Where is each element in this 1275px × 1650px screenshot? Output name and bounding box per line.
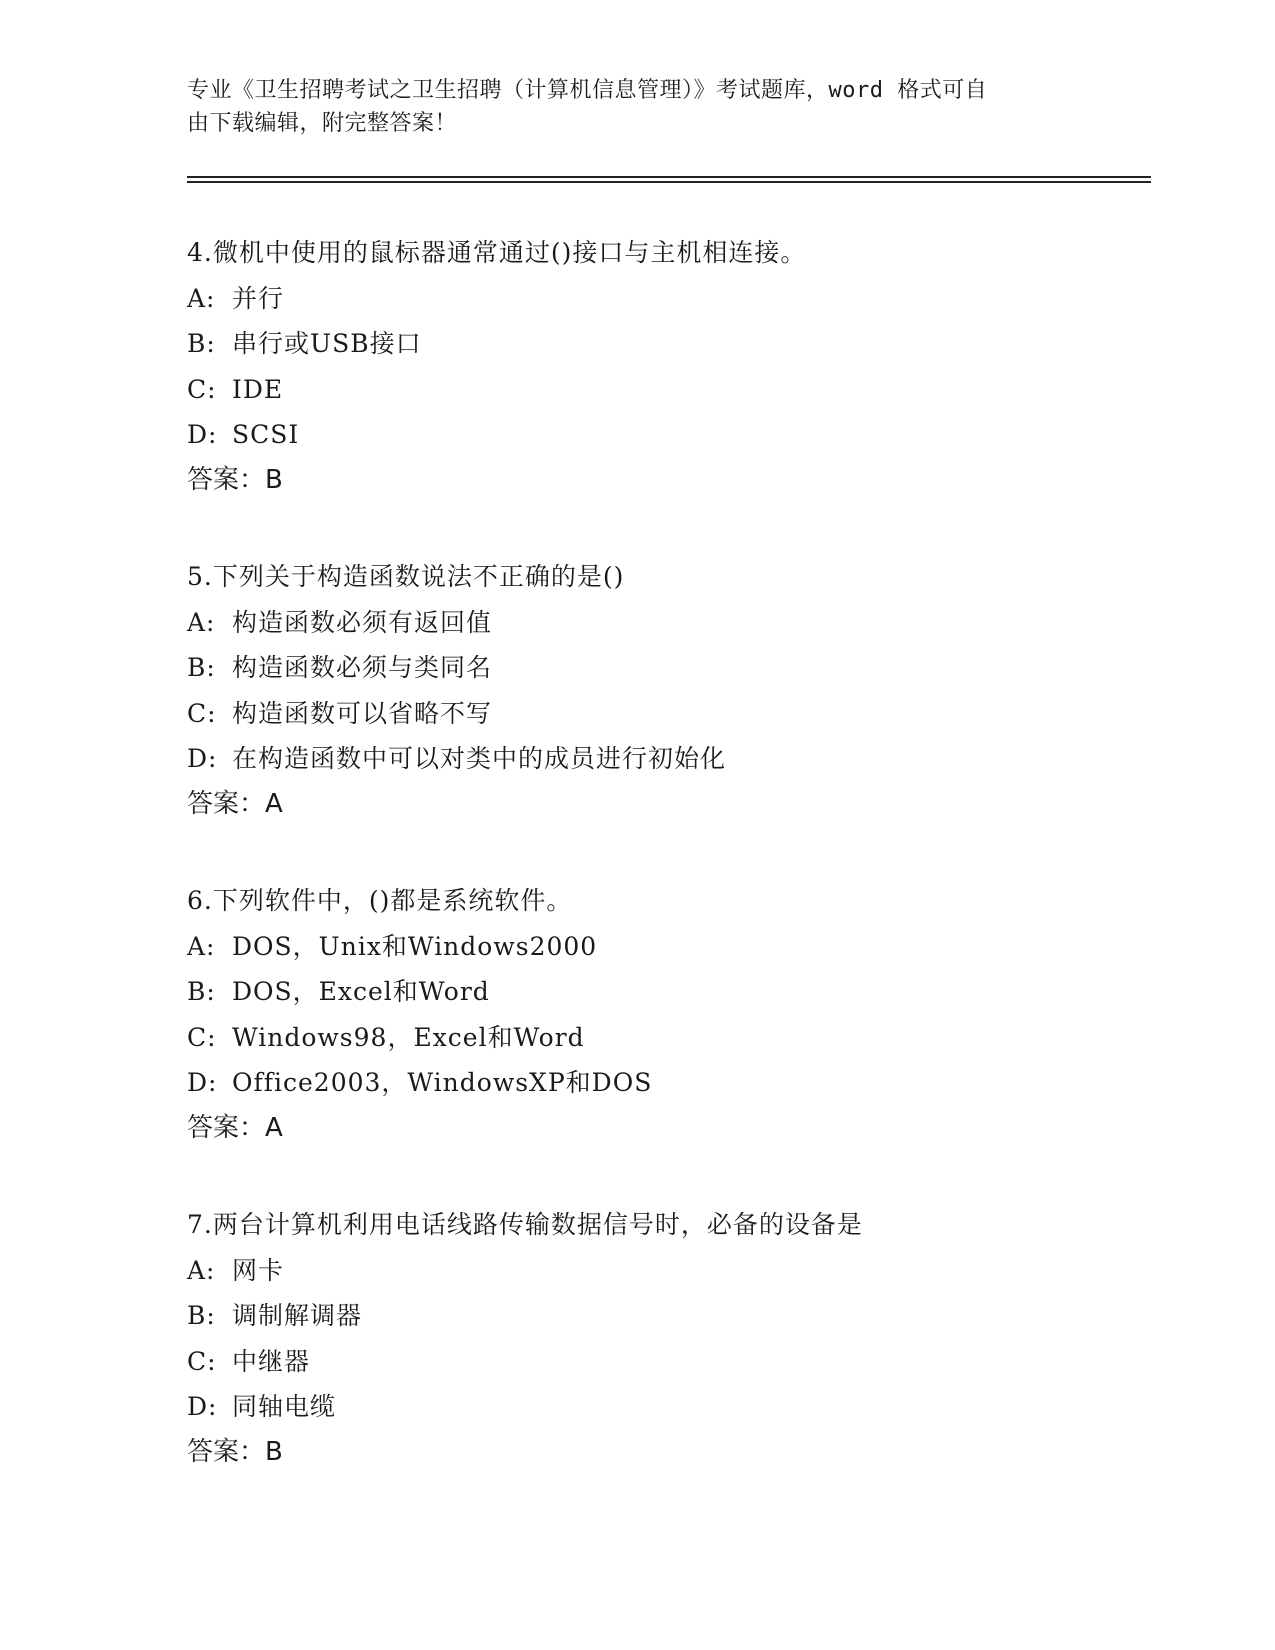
option-text: 构造函数必须有返回值 (232, 607, 493, 637)
question-list (187, 230, 1147, 1526)
option-b (187, 969, 1147, 1015)
answer-line: 答案：B (187, 464, 283, 495)
option-text: IDE (232, 374, 284, 404)
option-text: 串行或USB接口 (232, 329, 422, 359)
option-text: Windows98，Excel和Word (232, 1022, 585, 1052)
rule-bottom (187, 181, 1151, 183)
option-letter: A: (187, 1255, 216, 1285)
question-6 (187, 878, 1147, 1151)
option-text: 调制解调器 (232, 1301, 363, 1331)
option-letter: B: (187, 1301, 216, 1331)
option-text: 构造函数可以省略不写 (232, 698, 493, 728)
option-c (187, 1015, 1147, 1061)
option-b (187, 645, 1147, 691)
option-a (187, 1248, 1147, 1294)
option-letter: D: (187, 744, 218, 774)
option-letter: D: (187, 420, 218, 450)
option-a (187, 276, 1147, 322)
option-text: DOS，Excel和Word (232, 977, 490, 1007)
header-line-1: 专业《卫生招聘考试之卫生招聘（计算机信息管理）》考试题库，word 格式可自 (187, 78, 988, 103)
answer-line: 答案：A (187, 1112, 283, 1143)
question-stem: 5.下列关于构造函数说法不正确的是() (187, 561, 625, 591)
question-stem: 6.下列软件中，()都是系统软件。 (187, 885, 573, 915)
option-letter: B: (187, 653, 216, 683)
option-text: 同轴电缆 (232, 1392, 337, 1422)
question-5 (187, 554, 1147, 827)
option-d (187, 736, 1147, 782)
question-7 (187, 1202, 1147, 1475)
option-letter: D: (187, 1392, 218, 1422)
rule-top (187, 176, 1151, 178)
option-letter: C: (187, 374, 217, 404)
option-letter: B: (187, 329, 216, 359)
option-a (187, 600, 1147, 646)
option-b (187, 1293, 1147, 1339)
option-letter: D: (187, 1068, 218, 1098)
option-c (187, 691, 1147, 737)
option-d (187, 1060, 1147, 1106)
option-letter: C: (187, 698, 217, 728)
option-letter: B: (187, 977, 216, 1007)
option-text: 并行 (232, 283, 285, 313)
option-d (187, 412, 1147, 458)
option-text: DOS，Unix和Windows2000 (232, 931, 598, 961)
option-letter: A: (187, 283, 216, 313)
option-text: 网卡 (232, 1255, 285, 1285)
question-stem: 7.两台计算机利用电话线路传输数据信号时，必备的设备是 (187, 1209, 863, 1239)
header-line-2: 由下载编辑，附完整答案！ (187, 111, 458, 136)
option-text: SCSI (232, 420, 300, 450)
option-text: 构造函数必须与类同名 (232, 653, 493, 683)
option-letter: A: (187, 931, 216, 961)
option-c (187, 367, 1147, 413)
option-letter: C: (187, 1022, 217, 1052)
option-a (187, 924, 1147, 970)
document-header (187, 74, 1087, 140)
option-text: 中继器 (232, 1346, 311, 1376)
question-stem: 4.微机中使用的鼠标器通常通过()接口与主机相连接。 (187, 238, 807, 267)
option-text: 在构造函数中可以对类中的成员进行初始化 (232, 744, 727, 774)
question-4 (187, 230, 1147, 503)
option-c (187, 1339, 1147, 1385)
option-text: Office2003，WindowsXP和DOS (232, 1068, 653, 1098)
option-letter: A: (187, 607, 216, 637)
option-b (187, 321, 1147, 367)
header-double-rule (187, 176, 1151, 183)
option-letter: C: (187, 1346, 217, 1376)
answer-line: 答案：A (187, 788, 283, 819)
option-d (187, 1384, 1147, 1430)
answer-line: 答案：B (187, 1436, 283, 1467)
